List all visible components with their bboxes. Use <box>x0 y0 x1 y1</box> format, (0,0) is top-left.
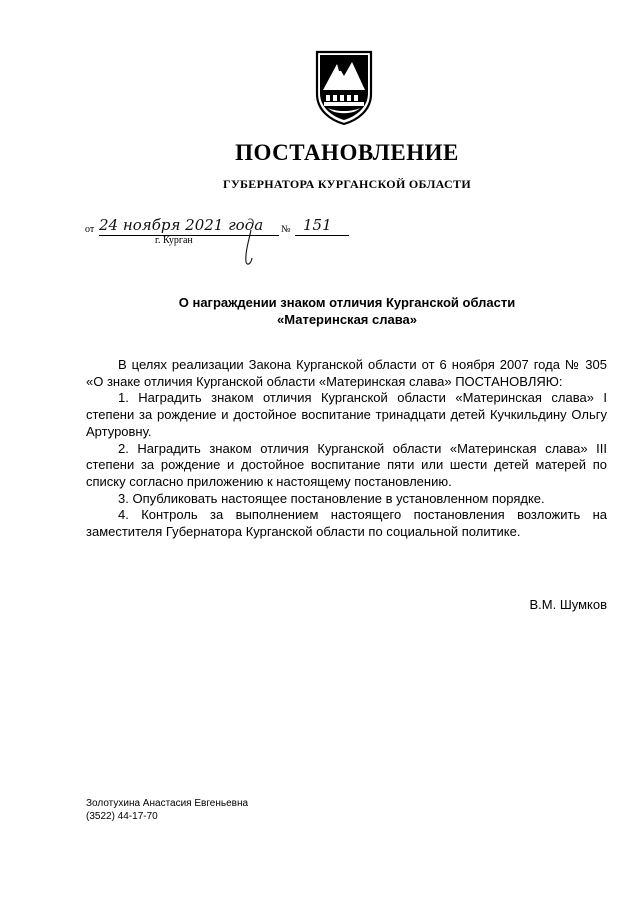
item-2-paragraph: 2. Наградить знаком отличия Курганской области «Материнская слава» III степени за рождение и достойное воспитание пяти или шести детей матерей по списку согласно приложению к настоящему постановлению. <box>86 440 607 489</box>
subject-line-2: «Материнская слава» <box>277 312 417 327</box>
document-type-title: ПОСТАНОВЛЕНИЕ <box>235 140 459 165</box>
item-1-paragraph: 1. Наградить знаком отличия Курганской области «Материнская слава» I степени за рождение и достойное воспитание тринадцати детей Кучкильдину Ольгу Артуровну. <box>86 390 607 439</box>
document-date: 24 ноября 2021 года <box>99 215 279 236</box>
date-prefix: от <box>85 224 95 235</box>
executor-block <box>86 797 248 823</box>
document-place: г. Курган <box>155 235 193 246</box>
document-subject <box>0 294 640 328</box>
executor-name: Золотухина Анастасия Евгеньевна <box>86 798 249 809</box>
item-4-paragraph: 4. Контроль за выполнением настоящего постановления возложить на заместителя Губернатора Курганской области по социальной политике. <box>86 507 607 540</box>
kurgan-coat-of-arms-icon <box>314 50 374 126</box>
number-prefix: № <box>281 224 291 235</box>
handwriting-stroke <box>235 228 265 268</box>
document-body <box>86 357 607 541</box>
subject-line-1: О награждении знаком отличия Курганской области <box>178 295 516 310</box>
issuer-title: ГУБЕРНАТОРА КУРГАНСКОЙ ОБЛАСТИ <box>223 177 471 191</box>
signatory-name: В.М. Шумков <box>529 597 607 612</box>
preamble-paragraph: В целях реализации Закона Курганской области от 6 ноября 2007 года № 305 «О знаке отличия Курганской области «Материнская слава» ПОСТАНОВЛЯЮ: <box>86 357 607 389</box>
executor-phone: (3522) 44-17-70 <box>86 811 158 822</box>
document-number: 151 <box>295 215 349 236</box>
item-3-paragraph: 3. Опубликовать настоящее постановление в установленном порядке. <box>118 490 545 506</box>
dateline <box>85 218 365 268</box>
